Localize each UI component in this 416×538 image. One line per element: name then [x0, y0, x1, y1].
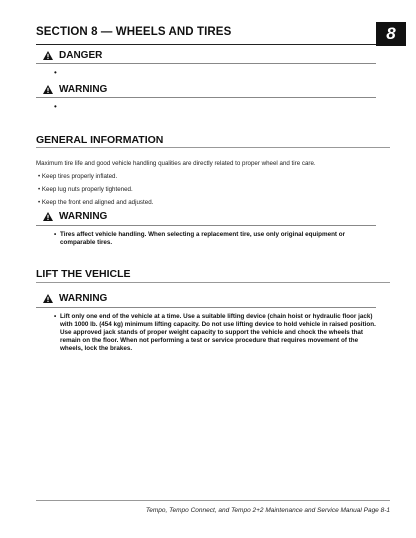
lift-warning-bullet: •: [54, 313, 57, 320]
tire-warning-heading: [43, 211, 107, 222]
danger-bullet: •: [54, 68, 57, 77]
general-bullet-alignment: • Keep the front end aligned and adjusted.: [38, 199, 154, 206]
danger-heading: [43, 50, 102, 61]
warning-heading: [43, 84, 107, 95]
warning-triangle-icon: [43, 294, 53, 303]
warning-divider: [36, 97, 376, 98]
tire-warning-label: WARNING: [59, 211, 108, 222]
general-bullet-inflated: • Keep tires properly inflated.: [38, 173, 118, 180]
tire-warning-text: Tires affect vehicle handling. When selecting a replacement tire, use only original equipment or comparable tires.: [60, 231, 346, 246]
section-header: [36, 22, 406, 50]
lift-warning-heading: [43, 293, 107, 304]
lift-warning-text: Lift only one end of the vehicle at a time. Use a suitable lifting device (chain hoist or hydraulic floor jack) with 1000 lb. (454 kg) minimum lifting capacity. Do not use lifting device to hold vehicle in raised position. Use approved jack stands of proper weight capacity to support the vehicle and chock the wheels that remain on the floor. When not performing a test or service procedure that requires movement of the wheels, lock the brakes.: [60, 313, 376, 352]
tire-warning-bullet: •: [54, 231, 57, 238]
footer-divider: [36, 500, 390, 501]
warning-bullet: •: [54, 102, 57, 111]
lift-warning-divider: [36, 307, 376, 308]
general-intro-text: Maximum tire life and good vehicle handling qualities are directly related to proper wheel and tire care.: [36, 160, 316, 167]
warning-triangle-icon: [43, 85, 53, 94]
general-information-heading: GENERAL INFORMATION: [36, 134, 164, 146]
general-bullet-lugnuts: • Keep lug nuts properly tightened.: [38, 186, 133, 193]
warning-label: WARNING: [59, 84, 108, 95]
warning-triangle-icon: [43, 212, 53, 221]
warning-triangle-icon: [43, 51, 53, 60]
lift-heading-divider: [36, 282, 390, 283]
header-divider: [36, 44, 376, 45]
tire-warning-divider: [36, 225, 376, 226]
lift-vehicle-heading: LIFT THE VEHICLE: [36, 268, 131, 280]
lift-warning-label: WARNING: [59, 293, 108, 304]
page-footer: Tempo, Tempo Connect, and Tempo 2+2 Maintenance and Service Manual Page 8-1: [145, 507, 390, 514]
section-title: SECTION 8 — WHEELS AND TIRES: [36, 26, 232, 38]
general-heading-divider: [36, 147, 390, 148]
section-number-badge: 8: [376, 22, 406, 46]
danger-label: DANGER: [59, 50, 103, 61]
danger-divider: [36, 63, 376, 64]
